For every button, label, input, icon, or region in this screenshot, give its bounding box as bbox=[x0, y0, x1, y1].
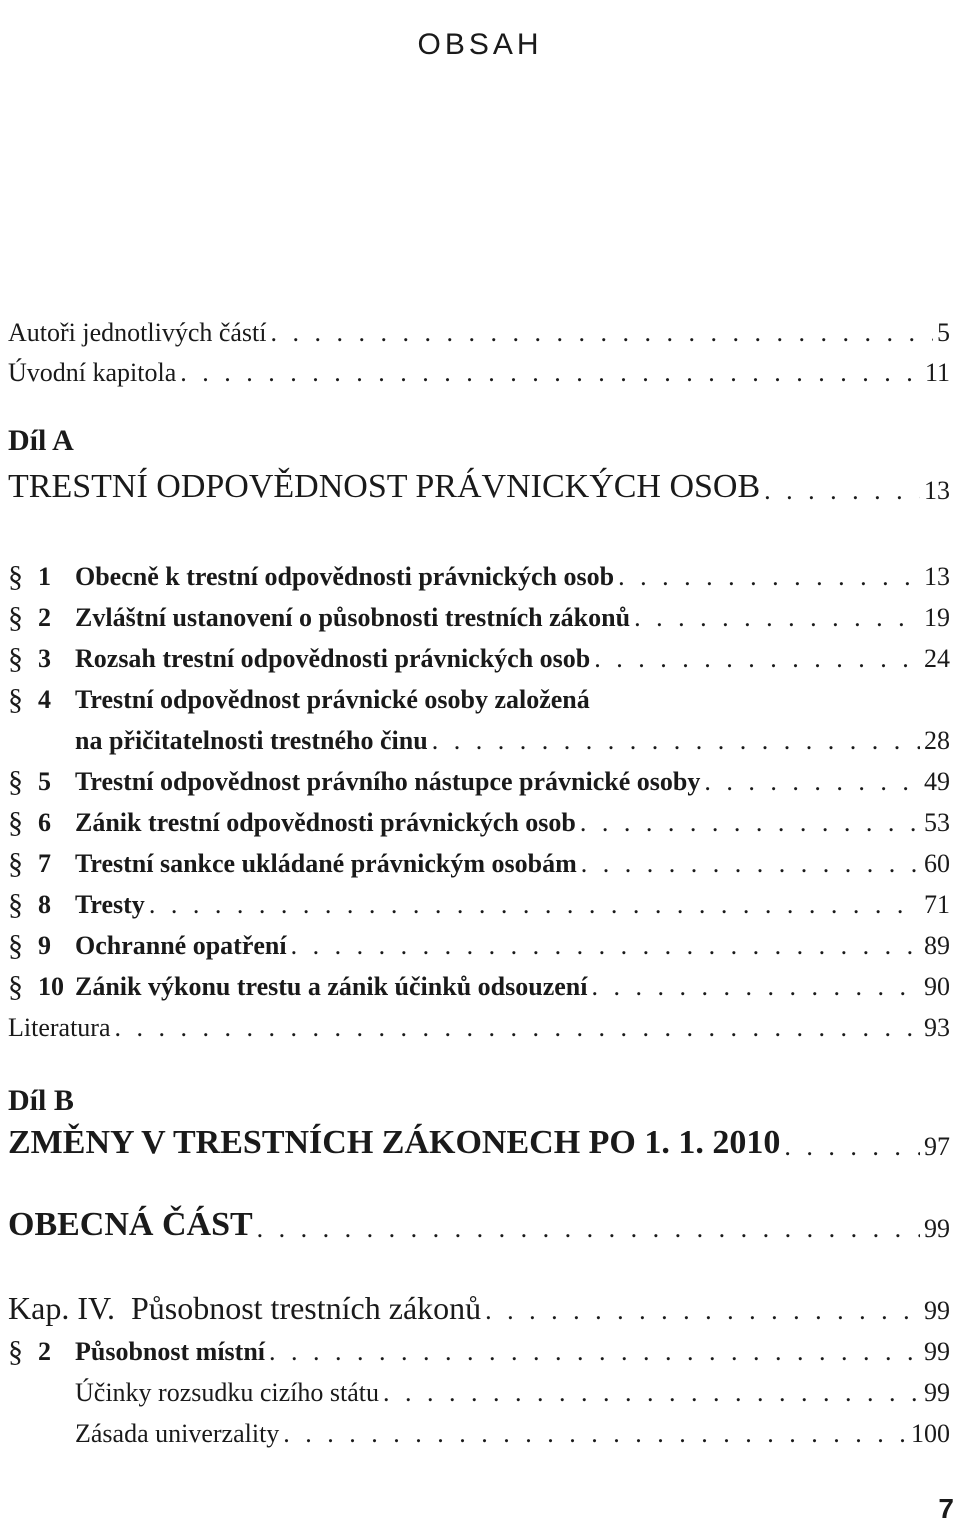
leader-dots bbox=[115, 1013, 921, 1043]
toc-entry-text: Kap. IV. Působnost trestních zákonů bbox=[8, 1290, 482, 1326]
section-sign: § bbox=[8, 806, 23, 839]
toc-entry-s4-line1[interactable] bbox=[8, 675, 950, 715]
toc-entry-s9[interactable] bbox=[8, 921, 950, 961]
toc-entry-s8[interactable] bbox=[8, 880, 950, 920]
leader-dots bbox=[149, 890, 920, 920]
toc-entry-s2[interactable] bbox=[8, 593, 950, 633]
leader-dots bbox=[485, 1296, 920, 1326]
toc-entry-text: Autoři jednotlivých částí bbox=[8, 318, 267, 347]
toc-page-number: 99 bbox=[924, 1337, 950, 1366]
toc-entry-s10[interactable] bbox=[8, 962, 950, 1002]
toc-entry-text: Tresty bbox=[75, 890, 145, 919]
toc-entry-zasada[interactable] bbox=[8, 1409, 950, 1449]
leader-dots bbox=[581, 849, 920, 879]
toc-page-number: 93 bbox=[924, 1013, 950, 1042]
leader-dots bbox=[271, 318, 933, 348]
part-b-label: Díl B bbox=[8, 1084, 74, 1117]
toc-entry-literatura[interactable] bbox=[8, 1003, 950, 1043]
toc-entry-text: Zvláštní ustanovení o působnosti trestních zákonů bbox=[75, 603, 631, 632]
section-sign: § bbox=[8, 642, 23, 675]
leader-dots bbox=[383, 1378, 920, 1408]
page-number: 7 bbox=[938, 1493, 954, 1524]
toc-entry-s1[interactable] bbox=[8, 552, 950, 592]
toc-entry-text: Ochranné opatření bbox=[75, 931, 287, 960]
toc-entry-text: Účinky rozsudku cizího státu bbox=[75, 1378, 379, 1407]
leader-dots bbox=[594, 644, 920, 674]
toc-entry-text: Rozsah trestní odpovědnosti právnických osob bbox=[75, 644, 591, 673]
toc-page-number: 53 bbox=[924, 808, 950, 837]
part-a-label: Díl A bbox=[8, 424, 74, 457]
toc-entry-text: Zánik trestní odpovědnosti právnických osob bbox=[75, 808, 576, 837]
toc-page-number: 49 bbox=[924, 767, 950, 796]
toc-entry-text: TRESTNÍ ODPOVĚDNOST PRÁVNICKÝCH OSOB bbox=[8, 468, 761, 505]
toc-page-number: 99 bbox=[924, 1296, 950, 1325]
leader-dots bbox=[634, 603, 920, 633]
section-number: 2 bbox=[38, 603, 51, 632]
leader-dots bbox=[291, 931, 920, 961]
toc-page-number: 60 bbox=[924, 849, 950, 878]
leader-dots bbox=[704, 767, 920, 797]
section-number: 6 bbox=[38, 808, 51, 837]
toc-entry-s3[interactable] bbox=[8, 634, 950, 674]
toc-page-number: 97 bbox=[924, 1132, 950, 1161]
section-sign: § bbox=[8, 888, 23, 921]
page-title: OBSAH bbox=[417, 28, 543, 61]
toc-page-number: 89 bbox=[924, 931, 950, 960]
toc-page-number: 13 bbox=[924, 562, 950, 591]
section-sign: § bbox=[8, 970, 23, 1003]
toc-page-number: 24 bbox=[924, 644, 950, 673]
leader-dots bbox=[618, 562, 920, 592]
toc-entry-text: Trestní sankce ukládané právnickým osobám bbox=[75, 849, 577, 878]
toc-entry-dil-a[interactable] bbox=[8, 466, 950, 506]
toc-entry-text: Zánik výkonu trestu a zánik účinků odsouzení bbox=[75, 972, 588, 1001]
section-number: 7 bbox=[38, 849, 51, 878]
toc-entry-text: Obecně k trestní odpovědnosti právnických osob bbox=[75, 562, 615, 591]
leader-dots bbox=[283, 1419, 907, 1449]
toc-entry-autori[interactable] bbox=[8, 308, 950, 348]
toc-entry-s4-line2[interactable] bbox=[8, 716, 950, 756]
section-number: 9 bbox=[38, 931, 51, 960]
leader-dots bbox=[784, 1132, 920, 1162]
toc-entry-s6[interactable] bbox=[8, 798, 950, 838]
section-sign: § bbox=[8, 765, 23, 798]
toc-page-number: 28 bbox=[924, 726, 950, 755]
toc-page-number: 13 bbox=[924, 476, 950, 505]
section-sign: § bbox=[8, 601, 23, 634]
section-sign: § bbox=[8, 1335, 23, 1368]
toc-entry-text: na přičitatelnosti trestného činu bbox=[75, 726, 428, 755]
section-sign: § bbox=[8, 683, 23, 716]
toc-entry-obecna-cast[interactable] bbox=[8, 1204, 950, 1244]
section-number: 8 bbox=[38, 890, 51, 919]
toc-page-number: 100 bbox=[911, 1419, 950, 1448]
toc-page-number: 11 bbox=[924, 358, 950, 387]
toc-entry-dil-b[interactable] bbox=[8, 1122, 950, 1162]
section-number: 5 bbox=[38, 767, 51, 796]
toc-entry-kap-iv[interactable] bbox=[8, 1286, 950, 1326]
leader-dots bbox=[591, 972, 920, 1002]
leader-dots bbox=[764, 476, 920, 506]
toc-page-number: 19 bbox=[924, 603, 950, 632]
toc-entry-ucinky[interactable] bbox=[8, 1368, 950, 1408]
toc-entry-text: ZMĚNY V TRESTNÍCH ZÁKONECH PO 1. 1. 2010 bbox=[8, 1124, 781, 1161]
leader-dots bbox=[432, 726, 920, 756]
toc-page-number: 71 bbox=[924, 890, 950, 919]
toc-entry-text: Úvodní kapitola bbox=[8, 358, 177, 387]
section-number: 10 bbox=[38, 972, 64, 1001]
toc-entry-uvodni[interactable] bbox=[8, 348, 950, 388]
leader-dots bbox=[180, 358, 921, 388]
section-number: 2 bbox=[38, 1337, 51, 1366]
toc-page-number: 99 bbox=[924, 1378, 950, 1407]
toc-entry-text: Trestní odpovědnost právního nástupce právnické osoby bbox=[75, 767, 701, 796]
section-number: 3 bbox=[38, 644, 51, 673]
leader-dots bbox=[269, 1337, 920, 1367]
toc-entry-k2[interactable] bbox=[8, 1327, 950, 1367]
toc-page-number: 99 bbox=[924, 1214, 950, 1243]
leader-dots bbox=[257, 1214, 920, 1244]
toc-entry-text: Literatura bbox=[8, 1013, 111, 1042]
toc-entry-text: Zásada univerzality bbox=[75, 1419, 280, 1448]
toc-entry-text: Trestní odpovědnost právnické osoby založená bbox=[75, 685, 590, 714]
section-sign: § bbox=[8, 847, 23, 880]
section-sign: § bbox=[8, 560, 23, 593]
toc-page-number: 5 bbox=[937, 318, 950, 347]
section-number: 4 bbox=[38, 685, 51, 714]
toc-entry-s5[interactable] bbox=[8, 757, 950, 797]
toc-entry-text: Působnost místní bbox=[75, 1337, 265, 1366]
toc-entry-text: OBECNÁ ČÁST bbox=[8, 1206, 253, 1243]
toc-entry-s7[interactable] bbox=[8, 839, 950, 879]
leader-dots bbox=[580, 808, 920, 838]
section-number: 1 bbox=[38, 562, 51, 591]
section-sign: § bbox=[8, 929, 23, 962]
toc-page-number: 90 bbox=[924, 972, 950, 1001]
